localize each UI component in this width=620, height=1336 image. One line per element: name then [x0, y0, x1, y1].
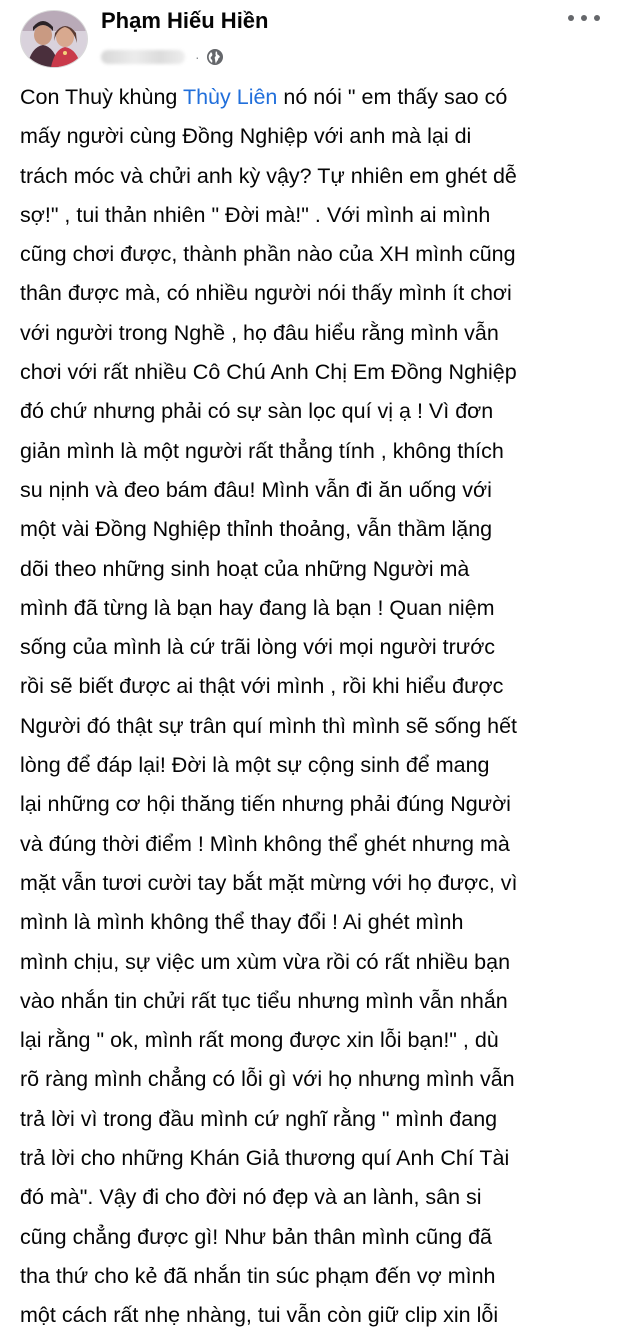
post-text-segment: nó nói " em thấy sao có	[277, 85, 508, 109]
post-text-line	[20, 903, 600, 942]
post-text-line	[20, 1257, 600, 1296]
post-text-segment: su nịnh và đeo bám đâu! Mình vẫn đi ăn uống với	[20, 477, 492, 502]
post-text-segment: dõi theo những sinh hoạt của những Người mà	[20, 556, 470, 581]
globe-icon[interactable]	[206, 48, 224, 66]
post-text-segment: cũng chơi được, thành phần nào của XH mình cũng	[20, 242, 516, 267]
post-text-line	[20, 1218, 600, 1257]
post-text-segment: giản mình là một người rất thẳng tính , không thích	[20, 438, 504, 463]
post-text-line	[20, 589, 600, 628]
post-text-segment: Con Thuỳ khùng	[20, 85, 183, 109]
post-text-line	[20, 1100, 600, 1139]
post-text-segment: lòng để đáp lại! Đời là một sự cộng sinh để mang	[20, 753, 490, 778]
post-text-line	[20, 117, 600, 156]
post-text-line	[20, 1021, 600, 1060]
post-text-line	[20, 1060, 600, 1099]
post-text	[20, 78, 600, 1336]
post-text-segment: sợ!" , tui thản nhiên " Đời mà!" . Với mình ai mình	[20, 202, 491, 227]
post-text-segment: một cách rất nhẹ nhàng, tui vẫn còn giữ clip xin lỗi	[20, 1303, 499, 1328]
post-text-segment: trả lời vì trong đầu mình cứ nghĩ rằng " mình đang	[20, 1106, 498, 1131]
post-timestamp-blurred[interactable]	[101, 50, 185, 64]
post-text-segment: chơi với rất nhiều Cô Chú Anh Chị Em Đồng Nghiệp	[20, 360, 517, 385]
post-text-segment: thân được mà, có nhiều người nói thấy mình ít chơi	[20, 281, 512, 306]
post-text-line	[20, 746, 600, 785]
post-text-line	[20, 432, 600, 471]
post-text-line	[20, 550, 600, 589]
post-text-segment: và đúng thời điểm ! Mình không thể ghét nhưng mà	[20, 831, 510, 856]
post-text-line	[20, 510, 600, 549]
post-text-line	[20, 196, 600, 235]
post-text-segment: trả lời cho những Khán Giả thương quí Anh Chí Tài	[20, 1146, 510, 1171]
author-name[interactable]: Phạm Hiếu Hiền	[101, 8, 269, 33]
post-text-line	[20, 392, 600, 431]
more-dots-icon[interactable]	[568, 12, 600, 24]
post-text-segment: Người đó thật sự trân quí mình thì mình sẽ sống hết	[20, 713, 518, 738]
post-text-line	[20, 78, 600, 117]
post-text-line	[20, 785, 600, 824]
mention-link[interactable]: Thùy Liên	[182, 85, 278, 109]
post-text-segment: đó mà". Vậy đi cho đời nó đẹp và an lành, sân si	[20, 1185, 482, 1210]
post-text-segment: đó chứ nhưng phải có sự sàn lọc quí vị ạ ! Vì đơn	[20, 399, 494, 424]
post-text-segment: lại rằng " ok, mình rất mong được xin lỗi bạn!" , dù	[20, 1028, 499, 1053]
post-text-line	[20, 235, 600, 274]
post-text-line	[20, 864, 600, 903]
post-text-line	[20, 1139, 600, 1178]
post-text-segment: với người trong Nghề , họ đâu hiểu rằng mình vẫn	[20, 320, 499, 345]
post-text-line	[20, 628, 600, 667]
post-header	[0, 0, 620, 90]
post-text-segment: mấy người cùng Đồng Nghiệp với anh mà lại di	[20, 124, 472, 149]
post-text-segment: rõ ràng mình chẳng có lỗi gì với họ nhưng mình vẫn	[20, 1067, 515, 1092]
post-text-segment: sống của mình là cứ trãi lòng với mọi người trước	[20, 635, 496, 660]
post-text-line	[20, 314, 600, 353]
post-text-line	[20, 353, 600, 392]
post-text-line	[20, 157, 600, 196]
post-text-segment: rồi sẽ biết được ai thật với mình , rồi khi hiểu được	[20, 674, 504, 699]
post-text-segment: mình là mình không thể thay đổi ! Ai ghét mình	[20, 910, 464, 935]
post-text-line	[20, 667, 600, 706]
post-text-segment: cũng chẳng được gì! Như bản thân mình cũng đã	[20, 1224, 492, 1249]
post-text-line	[20, 471, 600, 510]
post-text-line	[20, 1296, 600, 1335]
post-text-segment: mình đã từng là bạn hay đang là bạn ! Quan niệm	[20, 595, 495, 620]
post-text-segment: tha thứ cho kẻ đã nhắn tin súc phạm đến vợ mình	[20, 1263, 496, 1288]
post-text-line	[20, 274, 600, 313]
post-text-segment: vào nhắn tin chửi rất tục tiểu nhưng mình vẫn nhắn	[20, 988, 508, 1013]
post-text-segment: mình chịu, sự việc um xùm vừa rồi có rất nhiều bạn	[20, 949, 511, 974]
avatar[interactable]	[20, 10, 88, 68]
post-text-line	[20, 707, 600, 746]
post-meta	[101, 45, 224, 69]
post-text-segment: lại những cơ hội thăng tiến nhưng phải đúng Người	[20, 792, 511, 817]
post-text-line	[20, 943, 600, 982]
post-text-segment: mặt vẫn tươi cười tay bắt mặt mừng với họ được, vì	[20, 870, 518, 895]
post-text-line	[20, 825, 600, 864]
separator-dot: ·	[195, 49, 200, 65]
post-text-line	[20, 1178, 600, 1217]
post-text-segment: trách móc và chửi anh kỳ vậy? Tự nhiên em ghét dễ	[20, 163, 517, 188]
post-text-segment: một vài Đồng Nghiệp thỉnh thoảng, vẫn thầm lặng	[20, 517, 493, 542]
post-text-line	[20, 982, 600, 1021]
